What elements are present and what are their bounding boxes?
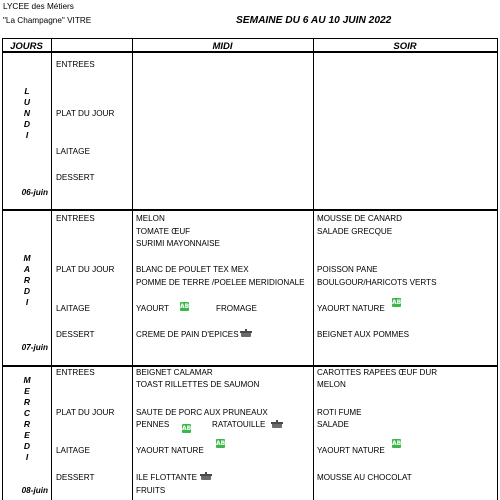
soir-entree-1: MOUSSE DE CANARD [317, 214, 402, 223]
day-date: 06-juin [21, 188, 48, 197]
midi-entree-2: TOMATE ŒUF [136, 227, 191, 236]
day-letters: M A R D I [23, 253, 31, 307]
soir-entree-1: CAROTTES RAPEES ŒUF DUR [317, 368, 438, 377]
midi-dessert-1: ILE FLOTTANTE [136, 473, 198, 482]
column-jours: JOURS [10, 41, 43, 52]
soir-dessert: BEIGNET AUX POMMES [317, 330, 410, 339]
midi-laitage-fromage: FROMAGE [216, 304, 257, 313]
soir-plat-1: ROTI FUME [317, 408, 362, 417]
label-plat: PLAT DU JOUR [56, 408, 115, 417]
soir-laitage: YAOURT NATURE [317, 446, 385, 455]
soir-plat-2: BOULGOUR/HARICOTS VERTS [317, 278, 437, 287]
soir-dessert: MOUSSE AU CHOCOLAT [317, 473, 412, 482]
label-dessert: DESSERT [56, 330, 95, 339]
school-name: LYCEE des Métiers [3, 2, 74, 11]
label-plat: PLAT DU JOUR [56, 109, 115, 118]
midi-plat-ratatouille: RATATOUILLE [212, 420, 266, 429]
midi-plat-2: POMME DE TERRE /POELEE MERIDIONALE [136, 278, 305, 287]
midi-plat-1: SAUTE DE PORC AUX PRUNEAUX [136, 408, 268, 417]
column-soir: SOIR [393, 41, 417, 52]
midi-entree-2: TOAST RILLETTES DE SAUMON [136, 380, 260, 389]
label-entrees: ENTREES [56, 60, 95, 69]
label-dessert: DESSERT [56, 473, 95, 482]
bio-label-icon: AB [392, 440, 402, 447]
soir-entree-2: SALADE GRECQUE [317, 227, 393, 236]
soir-plat-1: POISSON PANE [317, 265, 378, 274]
midi-dessert-2: FRUITS [136, 486, 166, 495]
label-laitage: LAITAGE [56, 446, 90, 455]
day-letters: L U N D I [23, 86, 31, 140]
day-letters: M E R C R E D I [23, 375, 31, 462]
midi-plat-pennes: PENNES [136, 420, 170, 429]
label-entrees: ENTREES [56, 368, 95, 377]
midi-laitage-yaourt: YAOURT [136, 304, 169, 313]
label-plat: PLAT DU JOUR [56, 265, 115, 274]
school-location: "La Champagne" VITRE [3, 16, 92, 25]
column-midi: MIDI [212, 41, 233, 52]
bio-label-icon: AB [392, 299, 402, 306]
midi-entree-3: SURIMI MAYONNAISE [136, 239, 220, 248]
soir-plat-2: SALADE [317, 420, 349, 429]
midi-dessert: CREME DE PAIN D'EPICES [136, 330, 239, 339]
label-laitage: LAITAGE [56, 147, 90, 156]
label-entrees: ENTREES [56, 214, 95, 223]
cooking-pot-icon [199, 471, 213, 481]
label-laitage: LAITAGE [56, 304, 90, 313]
soir-laitage: YAOURT NATURE [317, 304, 385, 313]
cooking-pot-icon [270, 419, 284, 429]
midi-laitage: YAOURT NATURE [136, 446, 204, 455]
label-dessert: DESSERT [56, 173, 95, 182]
menu-title: SEMAINE DU 6 AU 10 JUIN 2022 [236, 15, 392, 26]
bio-label-icon: AB [180, 303, 190, 310]
bio-label-icon: AB [216, 440, 226, 447]
bio-label-icon: AB [182, 425, 192, 432]
midi-entree-1: MELON [136, 214, 165, 223]
soir-entree-2: MELON [317, 380, 346, 389]
day-date: 07-juin [21, 343, 48, 352]
midi-entree-1: BEIGNET CALAMAR [136, 368, 213, 377]
cooking-pot-icon [239, 328, 253, 338]
day-date: 08-juin [21, 486, 48, 495]
midi-plat-1: BLANC DE POULET TEX MEX [136, 265, 249, 274]
